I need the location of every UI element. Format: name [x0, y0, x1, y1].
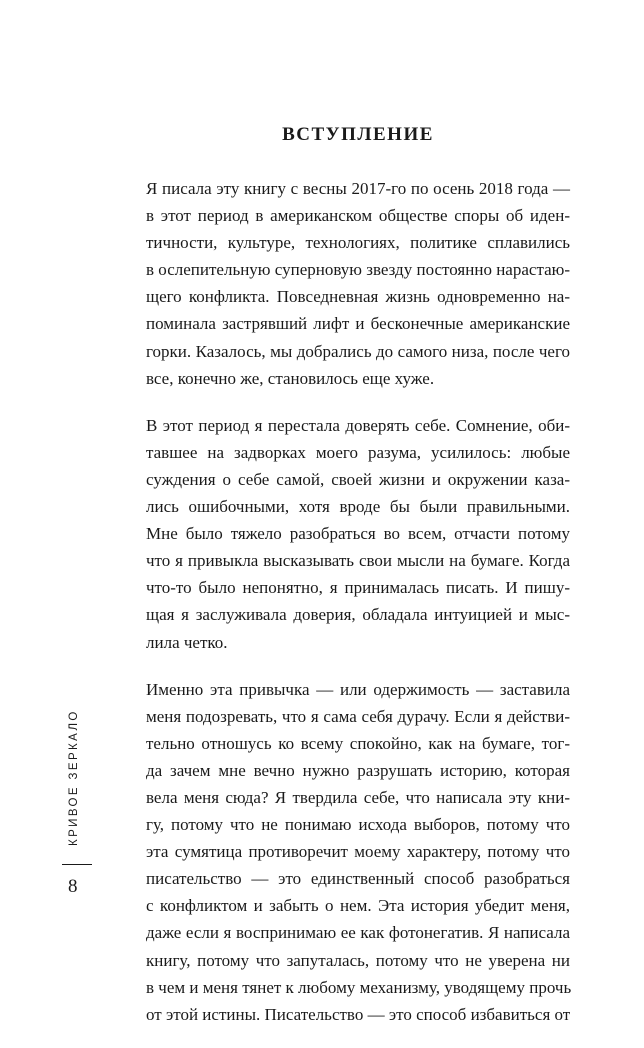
- paragraph-2: [146, 412, 570, 656]
- text-line: в чем и меня тянет к любому механизму, уводящему прочь: [146, 977, 572, 997]
- text-line: от этой истины. Писательство — это способ избавиться от: [146, 1004, 571, 1024]
- text-line: гу, потому что не понимаю исхода выборов, потому что: [146, 815, 570, 835]
- text-line: в ослепительную суперновую звезду постоянно нарастаю-: [146, 260, 570, 280]
- text-line: поминала застрявший лифт и бесконечные американские: [146, 314, 570, 334]
- paragraph-3: [146, 676, 570, 1028]
- text-line: Я писала эту книгу с весны 2017-го по осень 2018 года —: [146, 179, 570, 198]
- text-line: тельно отношусь ко всему спокойно, как на бумаге, тог-: [146, 733, 570, 753]
- text-line: писательство — это единственный способ разобраться: [146, 869, 570, 889]
- text-line: эта сумятица противоречит моему характеру, потому что: [146, 842, 570, 862]
- chapter-title: ВСТУПЛЕНИЕ: [282, 124, 434, 145]
- text-line: щего конфликта. Повседневная жизнь одновременно на-: [146, 287, 570, 307]
- body-text: [146, 175, 570, 1048]
- text-line: горки. Казалось, мы добрались до самого низа, после чего: [146, 341, 570, 361]
- text-line: книгу, потому что запуталась, потому что не уверена ни: [146, 950, 570, 970]
- running-head: [64, 690, 94, 850]
- running-head-rule: [62, 864, 92, 865]
- text-line: суждения о себе самой, своей жизни и окружении каза-: [146, 469, 570, 489]
- page-number: 8: [68, 876, 78, 897]
- text-line: щая я заслуживала доверия, обладала интуицией и мыс-: [146, 605, 570, 625]
- text-line: В этот период я перестала доверять себе. Сомнение, оби-: [146, 415, 570, 435]
- text-line: меня подозревать, что я сама себя дурачу. Если я действи-: [146, 706, 570, 726]
- running-head-text: КРИВОЕ ЗЕРКАЛО: [68, 709, 80, 846]
- text-line: да зачем мне вечно нужно разрушать историю, которая: [146, 760, 570, 780]
- text-line: вела меня сюда? Я твердила себе, что написала эту кни-: [146, 787, 570, 807]
- text-line: Мне было тяжело разобраться во всем, отчасти потому: [146, 524, 570, 544]
- text-line: все, конечно же, становилось еще хуже.: [146, 368, 435, 388]
- text-line: лись ошибочными, хотя вроде бы были правильными.: [146, 497, 570, 517]
- text-line: с конфликтом и забыть о нем. Эта история убедит меня,: [146, 896, 570, 916]
- text-line: Именно эта привычка — или одержимость — заставила: [146, 679, 570, 699]
- paragraph-1: [146, 175, 570, 392]
- text-line: что-то было непонятно, я принималась писать. И пишу-: [146, 578, 570, 598]
- text-line: в этот период в американском обществе споры об иден-: [146, 206, 570, 226]
- text-line: тавшее на задворках моего разума, усилилось: любые: [146, 442, 570, 462]
- text-line: что я привыкла высказывать свои мысли на бумаге. Когда: [146, 551, 570, 571]
- text-line: лила четко.: [146, 632, 228, 652]
- text-line: даже если я воспринимаю ее как фотонегатив. Я написала: [146, 923, 570, 943]
- text-line: тичности, культуре, технологиях, политике сплавились: [146, 233, 570, 253]
